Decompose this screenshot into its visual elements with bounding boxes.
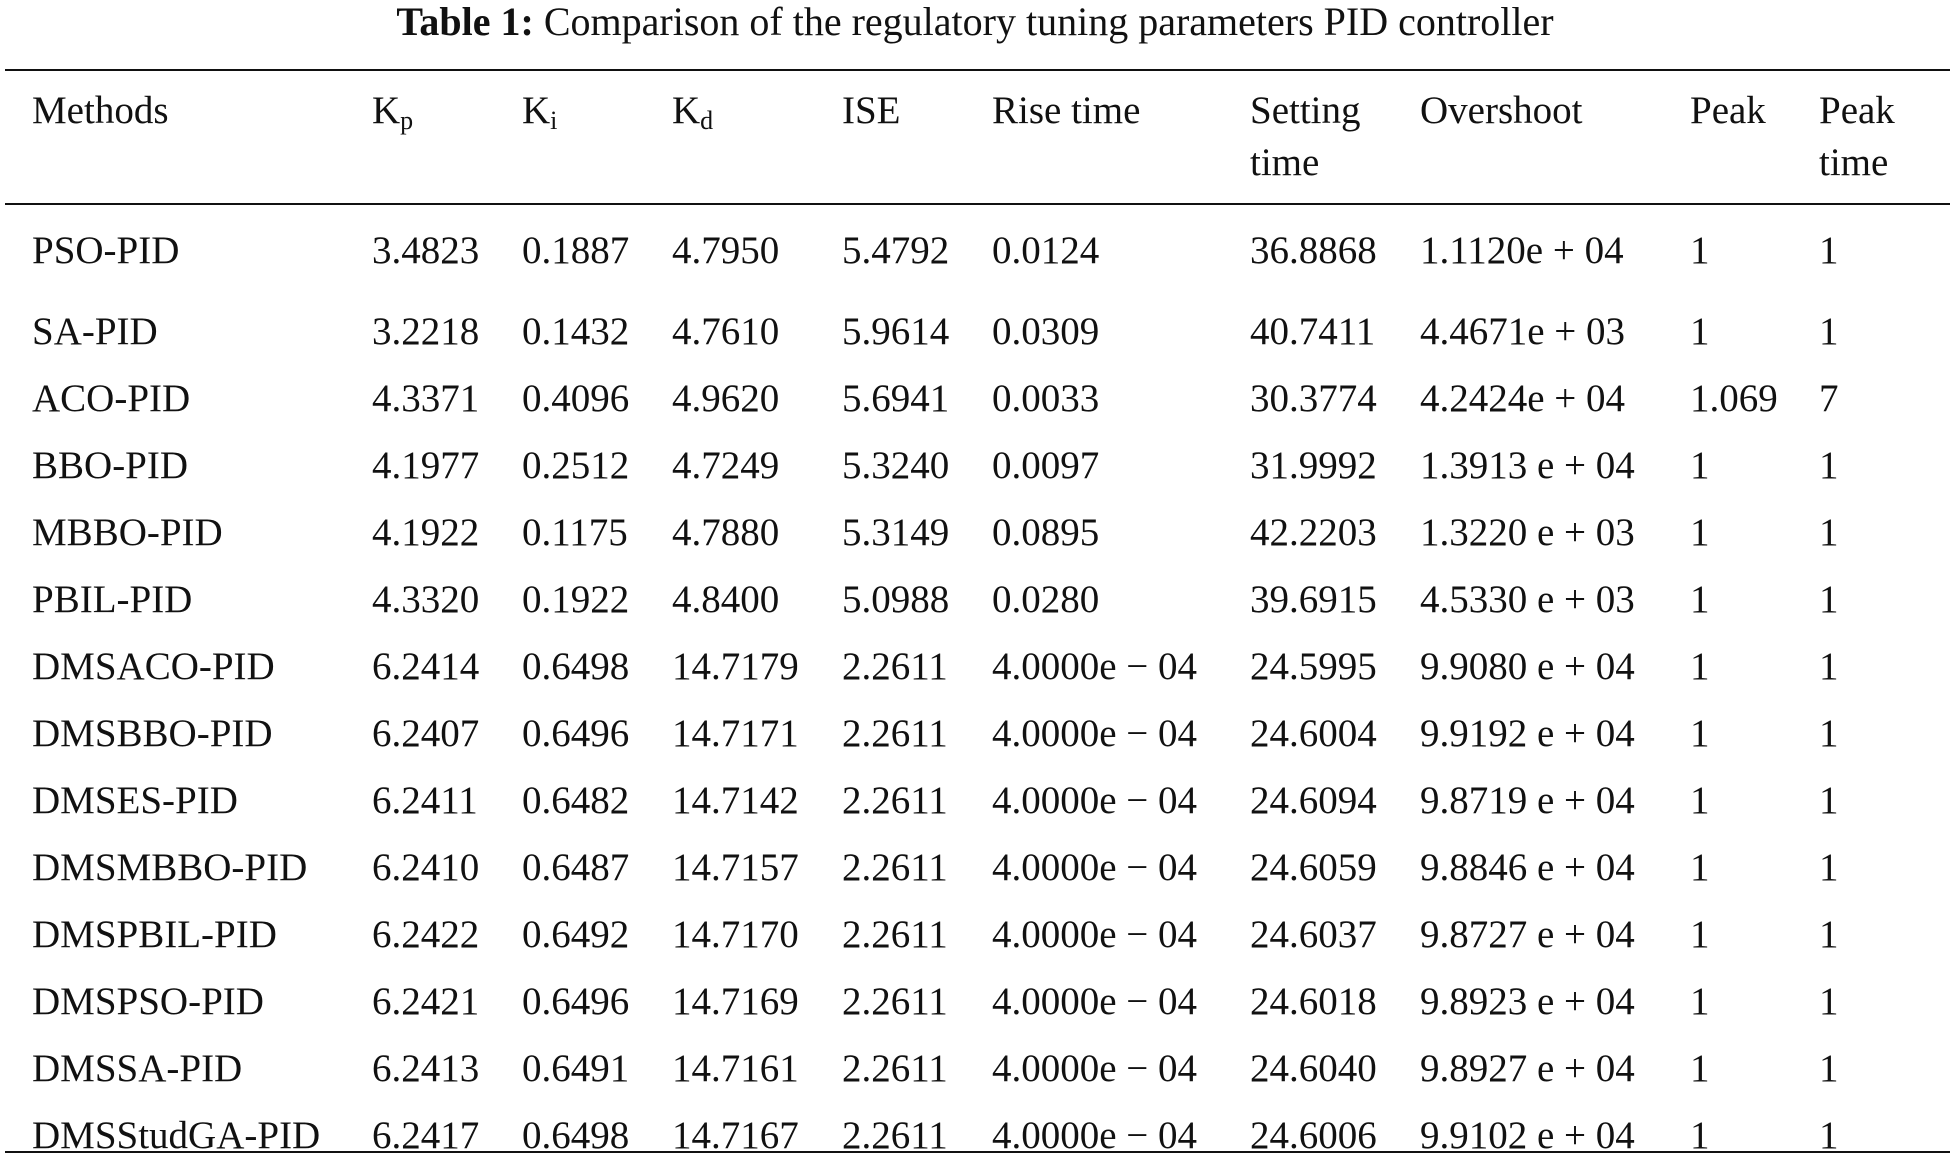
table-caption [0, 0, 1950, 44]
table-cell: 0.6487 [522, 846, 630, 889]
table-row [0, 566, 1950, 633]
table-cell: 4.7880 [672, 511, 780, 554]
table-cell: 1 [1819, 229, 1839, 272]
table-cell: 1 [1819, 578, 1839, 621]
table-cell: DMSES-PID [32, 779, 238, 822]
table-cell: 5.6941 [842, 377, 950, 420]
column-header-subscript: d [700, 106, 714, 135]
table-cell: 1 [1819, 913, 1839, 956]
header-row [0, 71, 1950, 203]
table-cell: 1 [1690, 980, 1710, 1023]
table-row [0, 767, 1950, 834]
column-header-label: Overshoot [1420, 89, 1583, 132]
table-cell: 36.8868 [1250, 229, 1377, 272]
table-cell: 1 [1690, 444, 1710, 487]
table-row [0, 203, 1950, 298]
table-row [0, 365, 1950, 432]
table-cell: 14.7169 [672, 980, 799, 1023]
table-cell: 1 [1690, 310, 1710, 353]
table-cell: 0.6496 [522, 980, 630, 1023]
column-header-label: K [672, 89, 701, 132]
table-cell: 2.2611 [842, 980, 948, 1023]
table-cell: 4.0000e − 04 [992, 846, 1198, 889]
table-cell: 4.4671e + 03 [1420, 310, 1626, 353]
table-cell: PSO-PID [32, 229, 180, 272]
table-row [0, 1035, 1950, 1102]
table-cell: 24.5995 [1250, 645, 1377, 688]
table-cell: 1.069 [1690, 377, 1778, 420]
table-cell: 4.3320 [372, 578, 480, 621]
table-cell: DMSSA-PID [32, 1047, 243, 1090]
table-cell: 2.2611 [842, 1047, 948, 1090]
table-cell: 14.7170 [672, 913, 799, 956]
table-cell: 0.6492 [522, 913, 630, 956]
table-cell: 0.6482 [522, 779, 630, 822]
table-cell: 1 [1690, 1114, 1710, 1157]
table-cell: DMSPSO-PID [32, 980, 264, 1023]
table-row [0, 432, 1950, 499]
table-cell: 1 [1690, 1047, 1710, 1090]
table-cell: MBBO-PID [32, 511, 223, 554]
table-cell: 0.0280 [992, 578, 1100, 621]
table-cell: 1 [1819, 779, 1839, 822]
table-cell: 4.0000e − 04 [992, 1047, 1198, 1090]
table-cell: 42.2203 [1250, 511, 1377, 554]
table-cell: 6.2413 [372, 1047, 480, 1090]
table-cell: 4.0000e − 04 [992, 779, 1198, 822]
table-cell: 40.7411 [1250, 310, 1376, 353]
table-cell: 1 [1819, 645, 1839, 688]
table-cell: 5.3149 [842, 511, 950, 554]
table-cell: 4.1977 [372, 444, 480, 487]
table-cell: 0.0124 [992, 229, 1100, 272]
column-header-label: Peak [1690, 89, 1766, 132]
table-cell: 4.3371 [372, 377, 480, 420]
table-cell: 0.6496 [522, 712, 630, 755]
table-cell: 1 [1690, 913, 1710, 956]
column-header [672, 71, 842, 203]
column-header-label: K [522, 89, 551, 132]
table-cell: 0.6498 [522, 645, 630, 688]
column-header-label: K [372, 89, 401, 132]
table-cell: 0.6491 [522, 1047, 630, 1090]
table-cell: 1 [1819, 712, 1839, 755]
table-cell: 0.0895 [992, 511, 1100, 554]
column-header [842, 71, 992, 203]
table-cell: DMSStudGA-PID [32, 1114, 321, 1157]
table-cell: 4.5330 e + 03 [1420, 578, 1635, 621]
table-cell: 30.3774 [1250, 377, 1377, 420]
table-cell: 1 [1819, 980, 1839, 1023]
table-row [0, 499, 1950, 566]
column-header [1250, 71, 1420, 203]
table-cell: 24.6094 [1250, 779, 1377, 822]
column-header-subscript: p [400, 106, 414, 135]
table-row [0, 700, 1950, 767]
table-cell: 4.7950 [672, 229, 780, 272]
table-cell: DMSPBIL-PID [32, 913, 277, 956]
table-cell: 5.9614 [842, 310, 950, 353]
results-table [0, 71, 1950, 1169]
table-cell: 1 [1819, 310, 1839, 353]
table-cell: 2.2611 [842, 913, 948, 956]
table-header [0, 71, 1950, 203]
column-header-label: Rise time [992, 89, 1141, 132]
table-cell: 4.0000e − 04 [992, 913, 1198, 956]
table-cell: 1 [1819, 846, 1839, 889]
table-cell: 1 [1819, 1047, 1839, 1090]
table-cell: 1 [1690, 779, 1710, 822]
table-cell: DMSACO-PID [32, 645, 275, 688]
table-cell: 9.8719 e + 04 [1420, 779, 1635, 822]
table-cell: 24.6006 [1250, 1114, 1377, 1157]
table-cell: 39.6915 [1250, 578, 1377, 621]
column-header-subscript: i [550, 106, 558, 135]
table-cell: 4.0000e − 04 [992, 1114, 1198, 1157]
table-cell: 1.1120e + 04 [1420, 229, 1624, 272]
table-cell: 5.0988 [842, 578, 950, 621]
table-cell: 14.7171 [672, 712, 799, 755]
table-cell: 6.2410 [372, 846, 480, 889]
column-header [1690, 71, 1819, 203]
table-cell: 0.6498 [522, 1114, 630, 1157]
table-cell: 2.2611 [842, 779, 948, 822]
caption-label: Table 1: [396, 0, 534, 44]
column-header [372, 71, 522, 203]
table-cell: 24.6059 [1250, 846, 1377, 889]
table-cell: 24.6037 [1250, 913, 1377, 956]
table-cell: 1 [1690, 578, 1710, 621]
table-cell: 0.1175 [522, 511, 628, 554]
table-cell: 6.2422 [372, 913, 480, 956]
table-cell: 4.1922 [372, 511, 480, 554]
table-cell: 4.7610 [672, 310, 780, 353]
table-cell: 1.3913 e + 04 [1420, 444, 1635, 487]
table-cell: 3.2218 [372, 310, 480, 353]
table-cell: DMSMBBO-PID [32, 846, 308, 889]
table-cell: 9.8927 e + 04 [1420, 1047, 1635, 1090]
table-cell: 1 [1690, 712, 1710, 755]
column-header-label: Methods [32, 89, 169, 132]
table-row [0, 834, 1950, 901]
table-cell: 6.2417 [372, 1114, 480, 1157]
table-cell: 0.4096 [522, 377, 630, 420]
table-cell: 9.8727 e + 04 [1420, 913, 1635, 956]
caption-text: Comparison of the regulatory tuning parameters PID controller [543, 0, 1554, 44]
table-cell: 6.2414 [372, 645, 480, 688]
table-cell: 4.7249 [672, 444, 780, 487]
table-cell: 0.0309 [992, 310, 1100, 353]
table-cell: 7 [1819, 377, 1839, 420]
table-cell: ACO-PID [32, 377, 191, 420]
table-cell: 1.3220 e + 03 [1420, 511, 1635, 554]
table-cell: 9.8846 e + 04 [1420, 846, 1635, 889]
table-cell: 6.2421 [372, 980, 480, 1023]
table-cell: 9.9102 e + 04 [1420, 1114, 1635, 1157]
table-cell: BBO-PID [32, 444, 189, 487]
table-cell: 4.0000e − 04 [992, 645, 1198, 688]
column-header [992, 71, 1250, 203]
table-row [0, 901, 1950, 968]
column-header-label: Peak time [1819, 89, 1895, 184]
table-cell: 1 [1690, 645, 1710, 688]
table-cell: 0.2512 [522, 444, 630, 487]
table-row [0, 968, 1950, 1035]
table-cell: 0.0097 [992, 444, 1100, 487]
table-cell: DMSBBO-PID [32, 712, 273, 755]
table-cell: 5.4792 [842, 229, 950, 272]
table-row [0, 298, 1950, 365]
table-cell: 5.3240 [842, 444, 950, 487]
table-cell: 9.9192 e + 04 [1420, 712, 1635, 755]
table-cell: 1 [1690, 229, 1710, 272]
table-cell: 1 [1819, 511, 1839, 554]
table-cell: 1 [1819, 444, 1839, 487]
table-cell: 14.7142 [672, 779, 799, 822]
table-cell: 24.6040 [1250, 1047, 1377, 1090]
table-cell: 4.0000e − 04 [992, 980, 1198, 1023]
table-cell: 9.9080 e + 04 [1420, 645, 1635, 688]
table-body [0, 203, 1950, 1169]
table-cell: 24.6018 [1250, 980, 1377, 1023]
table-cell: 0.0033 [992, 377, 1100, 420]
table-cell: 14.7161 [672, 1047, 799, 1090]
table-cell: 1 [1819, 1114, 1839, 1157]
table-cell: 0.1922 [522, 578, 630, 621]
table-cell: 4.2424e + 04 [1420, 377, 1626, 420]
table-cell: 4.0000e − 04 [992, 712, 1198, 755]
table-cell: 1 [1690, 846, 1710, 889]
table-cell: 4.9620 [672, 377, 780, 420]
table-cell: 14.7167 [672, 1114, 799, 1157]
table-cell: 0.1887 [522, 229, 630, 272]
column-header [522, 71, 672, 203]
table-cell: 6.2407 [372, 712, 480, 755]
column-header [1420, 71, 1690, 203]
table-cell: 2.2611 [842, 846, 948, 889]
column-header-label: ISE [842, 89, 901, 132]
table-row [0, 1102, 1950, 1169]
column-header [1819, 71, 1950, 203]
table-cell: 24.6004 [1250, 712, 1377, 755]
table-cell: 31.9992 [1250, 444, 1377, 487]
table-cell: 2.2611 [842, 645, 948, 688]
table-cell: 9.8923 e + 04 [1420, 980, 1635, 1023]
table-cell: 6.2411 [372, 779, 478, 822]
table-row [0, 633, 1950, 700]
column-header-label: Setting time [1250, 89, 1361, 184]
column-header [0, 71, 372, 203]
table-cell: 14.7179 [672, 645, 799, 688]
table-cell: 3.4823 [372, 229, 480, 272]
table-cell: 2.2611 [842, 1114, 948, 1157]
table-cell: 0.1432 [522, 310, 630, 353]
table-cell: 14.7157 [672, 846, 799, 889]
table-cell: 2.2611 [842, 712, 948, 755]
table-cell: 1 [1690, 511, 1710, 554]
table-cell: PBIL-PID [32, 578, 193, 621]
table-cell: SA-PID [32, 310, 158, 353]
table-cell: 4.8400 [672, 578, 780, 621]
